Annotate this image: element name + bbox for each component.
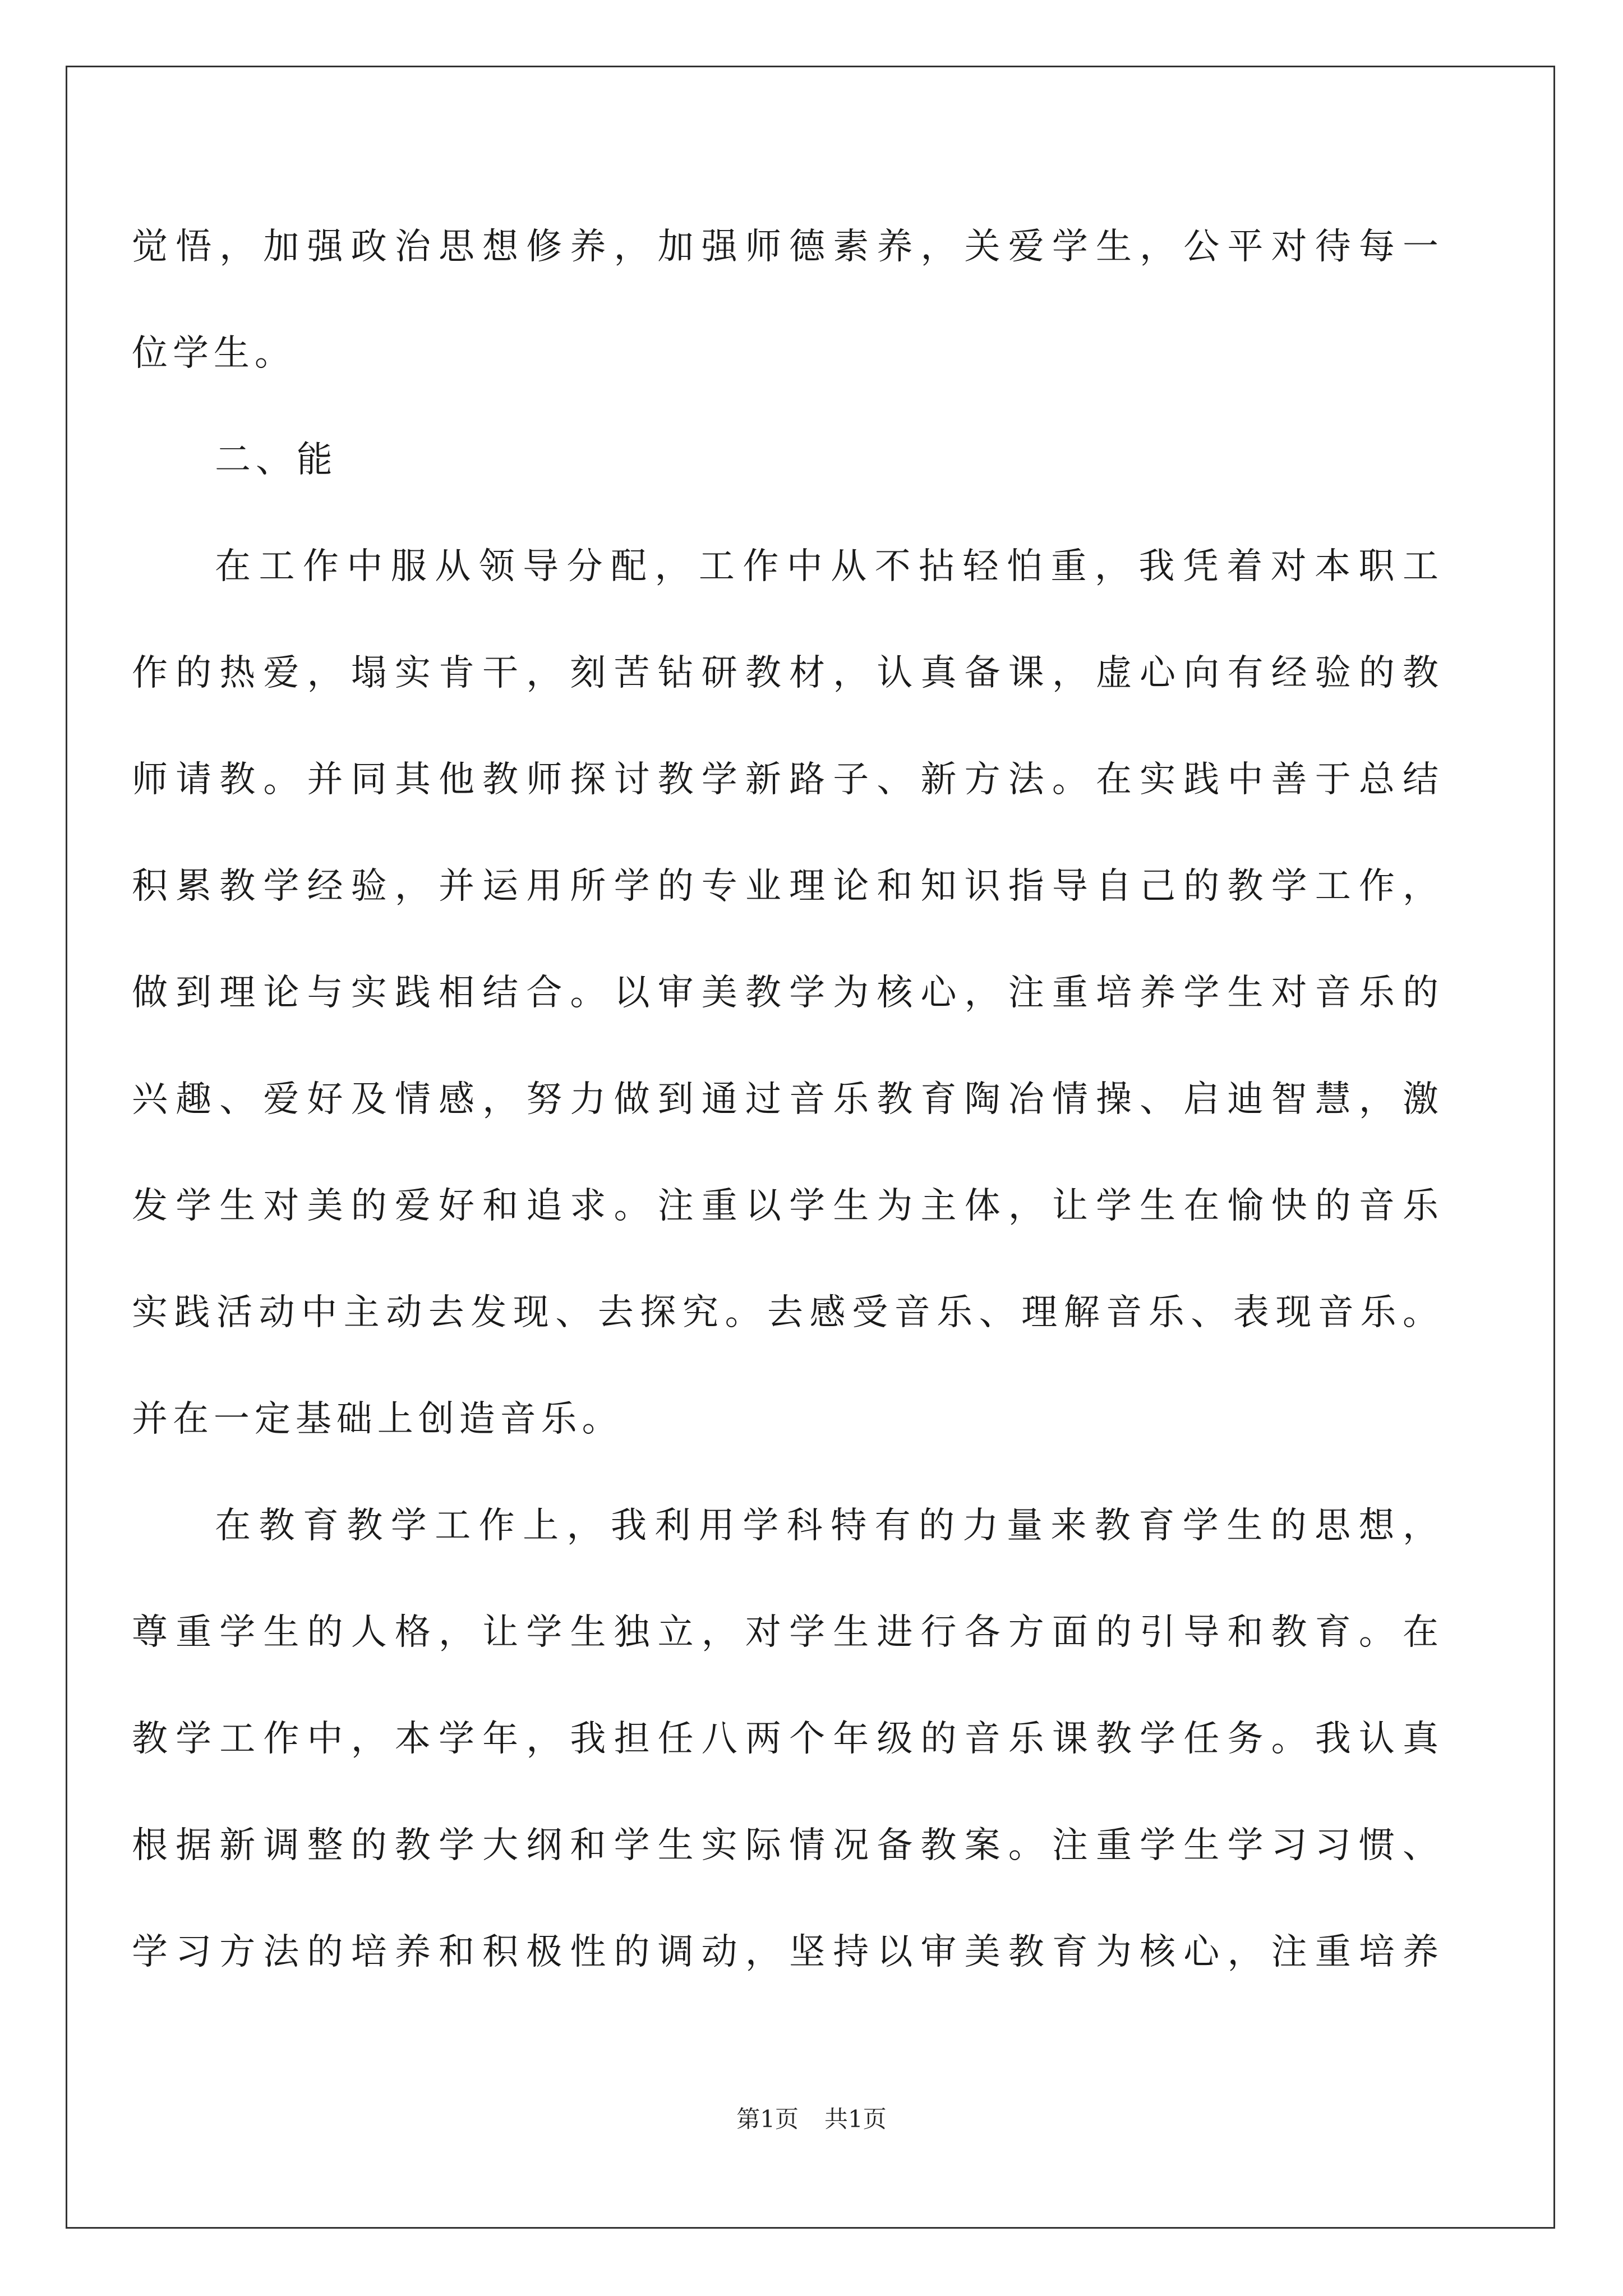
text-line: 做到理论与实践相结合。以审美教学为核心，注重培养学生对音乐的 xyxy=(132,972,1438,1014)
text-line: 并在一定基础上创造音乐。 xyxy=(132,1398,623,1440)
text-line: 学习方法的培养和积极性的调动，坚持以审美教育为核心，注重培养 xyxy=(132,1931,1438,1973)
text-line: 发学生对美的爱好和追求。注重以学生为主体，让学生在愉快的音乐 xyxy=(132,1185,1438,1227)
page-footer xyxy=(0,2102,1623,2136)
text-line: 根据新调整的教学大纲和学生实际情况备教案。注重学生学习习惯、 xyxy=(132,1825,1438,1866)
text-line: 作的热爱，塌实肯干，刻苦钻研教材，认真备课，虚心向有经验的教 xyxy=(132,652,1438,694)
text-line: 尊重学生的人格，让学生独立，对学生进行各方面的引导和教育。在 xyxy=(132,1612,1438,1653)
text-line: 教学工作中，本学年，我担任八两个年级的音乐课教学任务。我认真 xyxy=(132,1718,1438,1760)
text-line: 积累教学经验，并运用所学的专业理论和知识指导自己的教学工作， xyxy=(132,866,1438,907)
text-line: 觉悟，加强政治思想修养，加强师德素养，关爱学生，公平对待每一 xyxy=(132,226,1438,268)
text-line: 位学生。 xyxy=(132,333,296,374)
page-total: 共1页 xyxy=(824,2105,887,2133)
text-line: 师请教。并同其他教师探讨教学新路子、新方法。在实践中善于总结 xyxy=(132,759,1438,800)
text-line: 在教育教学工作上，我利用学科特有的力量来教育学生的思想， xyxy=(215,1505,1438,1547)
text-line: 兴趣、爱好及情感，努力做到通过音乐教育陶冶情操、启迪智慧，激 xyxy=(132,1079,1438,1120)
text-line: 在工作中服从领导分配，工作中从不拈轻怕重，我凭着对本职工 xyxy=(215,546,1438,587)
document-body xyxy=(132,194,1438,2005)
page-number: 第1页 xyxy=(736,2105,799,2133)
text-line: 实践活动中主动去发现、去探究。去感受音乐、理解音乐、表现音乐。 xyxy=(132,1292,1438,1333)
section-heading: 二、能 xyxy=(215,439,338,481)
